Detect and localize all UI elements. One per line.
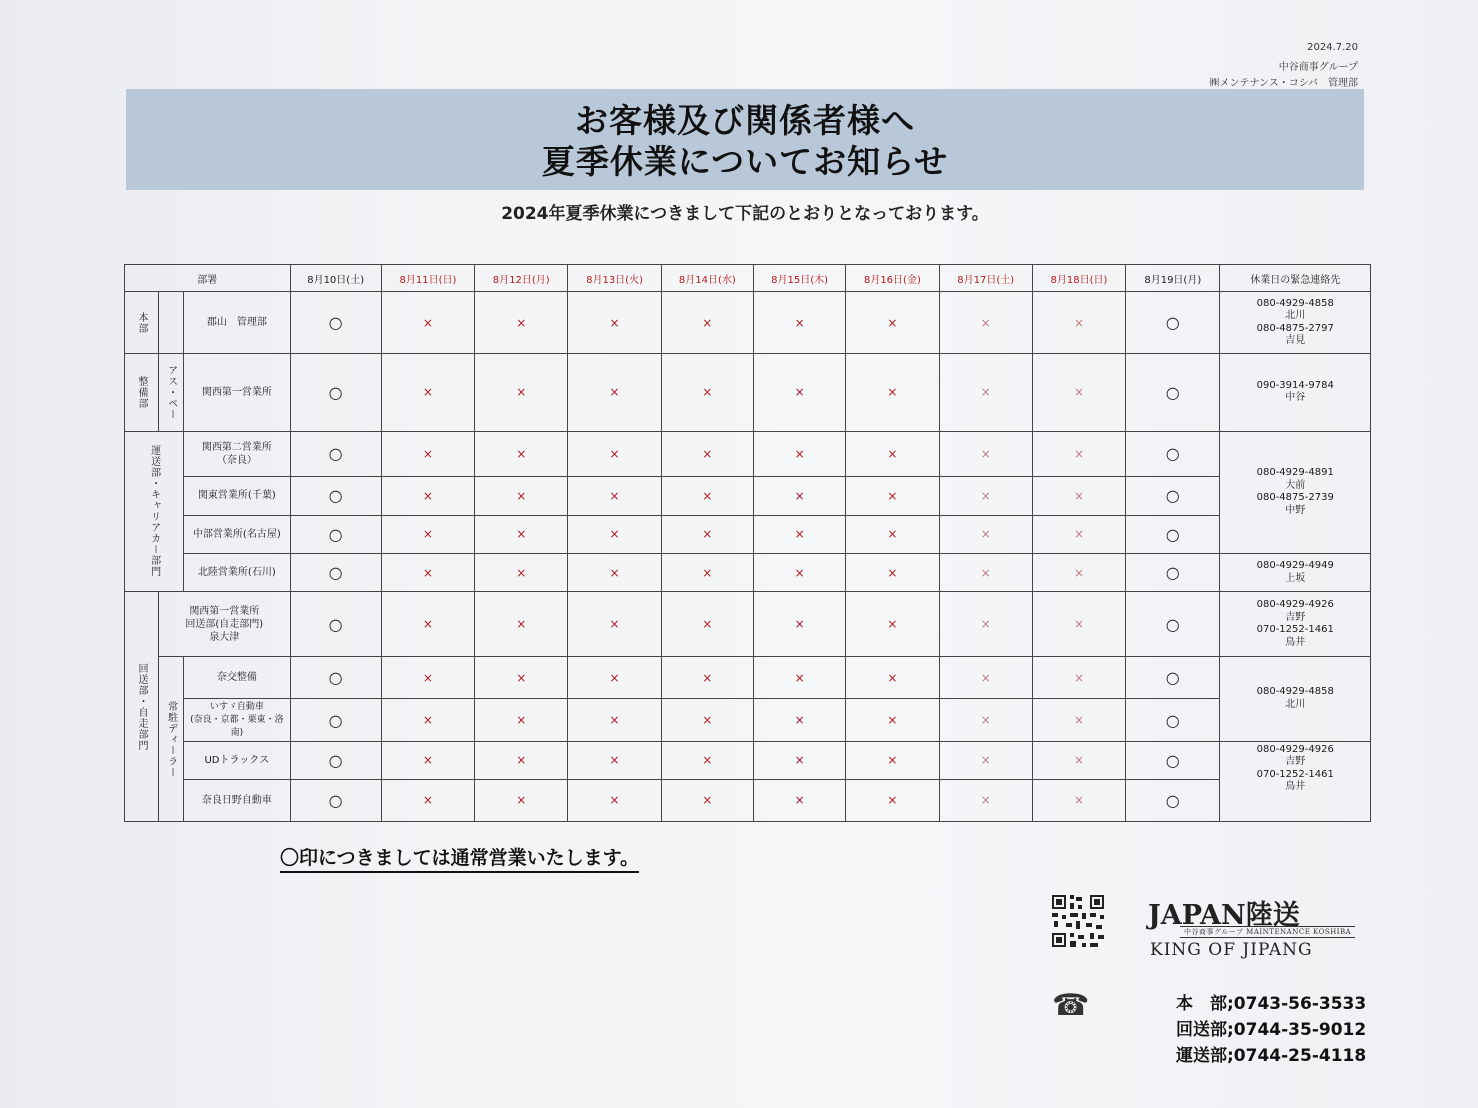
logo-tagline: KING OF JIPANG bbox=[1150, 940, 1313, 960]
status-cell bbox=[939, 292, 1032, 354]
status-cell bbox=[846, 292, 939, 354]
closed-mark: × bbox=[794, 488, 805, 503]
status-cell bbox=[661, 431, 753, 476]
closed-mark: × bbox=[702, 385, 713, 400]
contact-cell: 080-4929-4858 北川 080-4875-2797 吉見 bbox=[1220, 292, 1371, 354]
location-cell: 郡山 管理部 bbox=[184, 292, 290, 354]
date-header: 8月17日(土) bbox=[939, 265, 1032, 292]
closed-mark: × bbox=[887, 753, 898, 768]
location-cell: 北陸営業所(石川) bbox=[184, 553, 290, 591]
closed-mark: × bbox=[980, 315, 991, 330]
status-cell bbox=[381, 431, 474, 476]
closed-mark: × bbox=[609, 385, 620, 400]
closed-mark: × bbox=[516, 617, 527, 632]
status-cell bbox=[290, 476, 381, 515]
logo-subtext: 中谷商事グループ MAINTENANCE KOSHIBA bbox=[1180, 926, 1355, 938]
closed-mark: × bbox=[1073, 527, 1085, 542]
status-cell bbox=[290, 779, 381, 821]
phone-label: 運送部 bbox=[1176, 1046, 1227, 1066]
open-mark: ○ bbox=[1165, 750, 1180, 770]
status-cell bbox=[381, 657, 474, 699]
status-cell bbox=[1032, 292, 1125, 354]
closed-mark: × bbox=[887, 527, 898, 542]
open-mark: ○ bbox=[1165, 614, 1180, 634]
phone-row[interactable] bbox=[1176, 1043, 1366, 1069]
closed-mark: × bbox=[794, 713, 805, 728]
closed-mark: × bbox=[887, 617, 898, 632]
status-cell bbox=[1032, 354, 1125, 431]
table-row bbox=[125, 553, 1371, 591]
closed-mark: × bbox=[609, 617, 620, 632]
closed-mark: × bbox=[980, 713, 991, 728]
status-cell bbox=[475, 431, 568, 476]
date-header: 8月15日(木) bbox=[753, 265, 845, 292]
closed-mark: × bbox=[702, 713, 713, 728]
header-row bbox=[125, 265, 1371, 292]
group-unso: 運送部・キャリアカー部門 bbox=[125, 431, 184, 592]
closed-mark: × bbox=[887, 793, 898, 808]
status-cell bbox=[1126, 657, 1220, 699]
status-cell bbox=[1032, 515, 1125, 553]
contact-cell: 080-4929-4926 吉野 070-1252-1461 鳥井 bbox=[1220, 592, 1371, 657]
closed-mark: × bbox=[702, 753, 713, 768]
closed-mark: × bbox=[980, 793, 991, 808]
date-header: 8月19日(月) bbox=[1126, 265, 1220, 292]
status-cell bbox=[939, 553, 1032, 591]
location-cell: 関西第二営業所 （奈良） bbox=[184, 431, 290, 476]
title-line-2: 夏季休業についてお知らせ bbox=[541, 141, 949, 181]
contact-cell: 080-4929-4858 北川 bbox=[1220, 657, 1371, 741]
closed-mark: × bbox=[1073, 565, 1085, 580]
status-cell bbox=[381, 592, 474, 657]
status-cell bbox=[475, 779, 568, 821]
company-name: 中谷商事グループ bbox=[1278, 62, 1358, 73]
status-cell bbox=[568, 779, 661, 821]
open-mark: ○ bbox=[328, 444, 343, 464]
holiday-schedule-table bbox=[124, 264, 1371, 822]
status-cell bbox=[1126, 699, 1220, 741]
status-cell bbox=[568, 657, 661, 699]
status-cell bbox=[290, 741, 381, 779]
closed-mark: × bbox=[702, 617, 713, 632]
location-cell: 関東営業所(千葉) bbox=[184, 476, 290, 515]
status-cell bbox=[753, 741, 845, 779]
closed-mark: × bbox=[980, 527, 991, 542]
open-mark: ○ bbox=[328, 790, 343, 810]
closed-mark: × bbox=[516, 446, 527, 461]
status-cell bbox=[568, 431, 661, 476]
closed-mark: × bbox=[1073, 793, 1085, 808]
title-line-1: お客様及び関係者様へ bbox=[575, 100, 915, 140]
status-cell bbox=[1126, 476, 1220, 515]
open-mark: ○ bbox=[328, 486, 343, 506]
status-cell bbox=[381, 553, 474, 591]
status-cell bbox=[1126, 592, 1220, 657]
status-cell bbox=[661, 553, 753, 591]
closed-mark: × bbox=[702, 446, 713, 461]
open-mark: ○ bbox=[328, 563, 343, 583]
status-cell bbox=[661, 354, 753, 431]
status-cell bbox=[939, 779, 1032, 821]
closed-mark: × bbox=[702, 488, 713, 503]
status-cell bbox=[846, 699, 939, 741]
date-header: 8月11日(日) bbox=[381, 265, 474, 292]
department-name: ㈱メンテナンス・コシバ 管理部 bbox=[1209, 78, 1358, 89]
status-cell bbox=[290, 699, 381, 741]
status-cell bbox=[290, 431, 381, 476]
status-cell bbox=[475, 553, 568, 591]
closed-mark: × bbox=[609, 488, 620, 503]
status-cell bbox=[846, 592, 939, 657]
closed-mark: × bbox=[609, 713, 620, 728]
status-cell bbox=[290, 592, 381, 657]
table-row bbox=[125, 292, 1371, 354]
closed-mark: × bbox=[516, 793, 527, 808]
status-cell bbox=[1032, 699, 1125, 741]
status-cell bbox=[381, 699, 474, 741]
closed-mark: × bbox=[887, 446, 898, 461]
closed-mark: × bbox=[887, 385, 898, 400]
closed-mark: × bbox=[794, 670, 805, 685]
status-cell bbox=[290, 657, 381, 699]
status-cell bbox=[381, 741, 474, 779]
open-mark: ○ bbox=[1165, 563, 1180, 583]
closed-mark: × bbox=[1073, 713, 1085, 728]
phone-row[interactable] bbox=[1176, 1017, 1366, 1043]
status-cell bbox=[290, 553, 381, 591]
status-cell bbox=[290, 292, 381, 354]
status-cell bbox=[753, 699, 845, 741]
group-kaiso: 回送部・自走部門 bbox=[125, 592, 159, 822]
status-cell bbox=[661, 779, 753, 821]
phone-list bbox=[1176, 991, 1366, 1069]
status-cell bbox=[290, 515, 381, 553]
closed-mark: × bbox=[1073, 753, 1085, 768]
closed-mark: × bbox=[609, 753, 620, 768]
open-mark: ○ bbox=[1165, 444, 1180, 464]
status-cell bbox=[475, 592, 568, 657]
open-mark: ○ bbox=[1165, 524, 1180, 544]
status-cell bbox=[475, 476, 568, 515]
closed-mark: × bbox=[887, 670, 898, 685]
closed-mark: × bbox=[609, 527, 620, 542]
closed-mark: × bbox=[980, 565, 991, 580]
location-cell: 関西第一営業所 回送部(自走部門) 泉大津 bbox=[159, 592, 290, 657]
status-cell bbox=[661, 699, 753, 741]
status-cell bbox=[475, 354, 568, 431]
qr-code-icon[interactable] bbox=[1050, 893, 1106, 949]
status-cell bbox=[661, 741, 753, 779]
status-cell bbox=[290, 354, 381, 431]
status-cell bbox=[846, 476, 939, 515]
closed-mark: × bbox=[794, 315, 805, 330]
phone-label: 本 部 bbox=[1176, 994, 1227, 1014]
group-honbu: 本部 bbox=[125, 292, 159, 354]
table-row bbox=[125, 657, 1371, 699]
status-cell bbox=[846, 354, 939, 431]
status-cell bbox=[846, 553, 939, 591]
contact-header: 休業日の緊急連絡先 bbox=[1220, 265, 1371, 292]
closed-mark: × bbox=[887, 713, 898, 728]
status-cell bbox=[753, 592, 845, 657]
open-mark: ○ bbox=[328, 614, 343, 634]
telephone-icon: ☎ bbox=[1052, 988, 1090, 1023]
status-cell bbox=[1032, 592, 1125, 657]
closed-mark: × bbox=[1073, 315, 1085, 330]
closed-mark: × bbox=[794, 527, 805, 542]
status-cell bbox=[753, 553, 845, 591]
status-cell bbox=[568, 354, 661, 431]
closed-mark: × bbox=[1073, 670, 1085, 685]
closed-mark: × bbox=[609, 670, 620, 685]
location-cell: UDトラックス bbox=[184, 741, 290, 779]
status-cell bbox=[939, 592, 1032, 657]
date-header: 8月18日(日) bbox=[1032, 265, 1125, 292]
status-cell bbox=[568, 553, 661, 591]
closed-mark: × bbox=[516, 315, 527, 330]
table-row bbox=[125, 476, 1371, 515]
status-cell bbox=[1032, 657, 1125, 699]
closed-mark: × bbox=[702, 565, 713, 580]
open-mark: ○ bbox=[328, 524, 343, 544]
closed-mark: × bbox=[702, 670, 713, 685]
closed-mark: × bbox=[516, 670, 527, 685]
closed-mark: × bbox=[422, 713, 433, 728]
status-cell bbox=[1032, 431, 1125, 476]
status-cell bbox=[846, 657, 939, 699]
closed-mark: × bbox=[422, 446, 433, 461]
status-cell bbox=[475, 741, 568, 779]
open-mark: ○ bbox=[1165, 710, 1180, 730]
status-cell bbox=[381, 476, 474, 515]
phone-label: 回送部 bbox=[1176, 1020, 1227, 1040]
status-cell bbox=[661, 476, 753, 515]
open-mark: ○ bbox=[1165, 668, 1180, 688]
title-banner bbox=[126, 89, 1364, 190]
status-cell bbox=[846, 741, 939, 779]
status-cell bbox=[1032, 779, 1125, 821]
closed-mark: × bbox=[794, 385, 805, 400]
closed-mark: × bbox=[702, 315, 713, 330]
location-cell: 中部営業所(名古屋) bbox=[184, 515, 290, 553]
closed-mark: × bbox=[516, 753, 527, 768]
company-logo: JAPAN陸送 bbox=[1148, 900, 1300, 931]
closed-mark: × bbox=[887, 488, 898, 503]
location-cell: いすゞ自動車 (奈良・京都・栗東・洛南) bbox=[184, 699, 290, 741]
closed-mark: × bbox=[887, 565, 898, 580]
closed-mark: × bbox=[609, 315, 620, 330]
status-cell bbox=[753, 476, 845, 515]
status-cell bbox=[661, 592, 753, 657]
status-cell bbox=[381, 515, 474, 553]
status-cell bbox=[753, 515, 845, 553]
closed-mark: × bbox=[980, 670, 991, 685]
closed-mark: × bbox=[422, 385, 433, 400]
status-cell bbox=[1032, 476, 1125, 515]
group-seibi: 整備部 bbox=[125, 354, 159, 431]
open-mark: ○ bbox=[328, 382, 343, 402]
group-aspe: アス・ペー bbox=[159, 354, 184, 431]
contact-cell: 090-3914-9784 中谷 bbox=[1220, 354, 1371, 431]
status-cell bbox=[939, 354, 1032, 431]
closed-mark: × bbox=[980, 488, 991, 503]
closed-mark: × bbox=[609, 565, 620, 580]
table-row bbox=[125, 699, 1371, 741]
closed-mark: × bbox=[422, 670, 433, 685]
status-cell bbox=[753, 354, 845, 431]
closed-mark: × bbox=[702, 527, 713, 542]
closed-mark: × bbox=[516, 713, 527, 728]
date-header: 8月16日(金) bbox=[846, 265, 939, 292]
status-cell bbox=[753, 431, 845, 476]
status-cell bbox=[568, 515, 661, 553]
status-cell bbox=[1126, 553, 1220, 591]
status-cell bbox=[568, 592, 661, 657]
status-cell bbox=[939, 476, 1032, 515]
date-header: 8月12日(月) bbox=[475, 265, 568, 292]
status-cell bbox=[381, 292, 474, 354]
closed-mark: × bbox=[609, 446, 620, 461]
closed-mark: × bbox=[980, 617, 991, 632]
table-row bbox=[125, 431, 1371, 476]
phone-number: ;0743-56-3533 bbox=[1227, 994, 1367, 1014]
open-day-note: 〇印につきましては通常営業いたします。 bbox=[280, 843, 639, 873]
subtitle: 2024年夏季休業につきまして下記のとおりとなっております。 bbox=[501, 204, 989, 224]
status-cell bbox=[1032, 553, 1125, 591]
status-cell bbox=[475, 292, 568, 354]
closed-mark: × bbox=[794, 446, 805, 461]
status-cell bbox=[568, 292, 661, 354]
spacer-cell bbox=[159, 292, 184, 354]
status-cell bbox=[939, 699, 1032, 741]
status-cell bbox=[475, 515, 568, 553]
status-cell bbox=[1126, 779, 1220, 821]
closed-mark: × bbox=[422, 753, 433, 768]
contact-cell: 080-4929-4891 大前 080-4875-2739 中野 bbox=[1220, 431, 1371, 553]
closed-mark: × bbox=[422, 488, 433, 503]
status-cell bbox=[568, 476, 661, 515]
closed-mark: × bbox=[422, 527, 433, 542]
closed-mark: × bbox=[702, 793, 713, 808]
status-cell bbox=[753, 292, 845, 354]
open-mark: ○ bbox=[1165, 313, 1180, 333]
status-cell bbox=[939, 741, 1032, 779]
closed-mark: × bbox=[794, 753, 805, 768]
status-cell bbox=[381, 779, 474, 821]
open-mark: ○ bbox=[1165, 790, 1180, 810]
status-cell bbox=[568, 741, 661, 779]
closed-mark: × bbox=[794, 793, 805, 808]
table-row bbox=[125, 354, 1371, 431]
status-cell bbox=[475, 699, 568, 741]
closed-mark: × bbox=[516, 385, 527, 400]
group-jochu: 常駐ディーラー bbox=[159, 657, 184, 822]
status-cell bbox=[753, 779, 845, 821]
table-row bbox=[125, 515, 1371, 553]
status-cell bbox=[939, 431, 1032, 476]
closed-mark: × bbox=[1073, 617, 1085, 632]
open-mark: ○ bbox=[328, 313, 343, 333]
closed-mark: × bbox=[980, 385, 991, 400]
status-cell bbox=[475, 657, 568, 699]
open-mark: ○ bbox=[1165, 382, 1180, 402]
open-mark: ○ bbox=[328, 710, 343, 730]
phone-row[interactable] bbox=[1176, 991, 1366, 1017]
closed-mark: × bbox=[794, 617, 805, 632]
status-cell bbox=[1126, 741, 1220, 779]
closed-mark: × bbox=[1073, 446, 1085, 461]
status-cell bbox=[846, 431, 939, 476]
closed-mark: × bbox=[516, 565, 527, 580]
status-cell bbox=[753, 657, 845, 699]
closed-mark: × bbox=[794, 565, 805, 580]
status-cell bbox=[939, 515, 1032, 553]
date-header: 8月13日(火) bbox=[568, 265, 661, 292]
status-cell bbox=[939, 657, 1032, 699]
table-row bbox=[125, 592, 1371, 657]
closed-mark: × bbox=[422, 793, 433, 808]
status-cell bbox=[846, 779, 939, 821]
closed-mark: × bbox=[1073, 385, 1085, 400]
location-cell: 奈交整備 bbox=[184, 657, 290, 699]
contact-cell: 080-4929-4926 吉野 070-1252-1461 鳥井 bbox=[1220, 741, 1371, 821]
contact-cell: 080-4929-4949 上坂 bbox=[1220, 553, 1371, 591]
location-cell: 奈良日野自動車 bbox=[184, 779, 290, 821]
status-cell bbox=[661, 292, 753, 354]
phone-number: ;0744-25-4118 bbox=[1227, 1046, 1367, 1066]
closed-mark: × bbox=[980, 446, 991, 461]
status-cell bbox=[1126, 431, 1220, 476]
closed-mark: × bbox=[422, 565, 433, 580]
date-stamp: 2024.7.20 bbox=[1307, 42, 1358, 53]
location-cell: 関西第一営業所 bbox=[184, 354, 290, 431]
status-cell bbox=[1032, 741, 1125, 779]
closed-mark: × bbox=[516, 488, 527, 503]
dept-header: 部署 bbox=[125, 265, 291, 292]
status-cell bbox=[661, 657, 753, 699]
closed-mark: × bbox=[887, 315, 898, 330]
open-mark: ○ bbox=[1165, 486, 1180, 506]
phone-number: ;0744-35-9012 bbox=[1227, 1020, 1367, 1040]
closed-mark: × bbox=[1073, 488, 1085, 503]
date-header: 8月14日(水) bbox=[661, 265, 753, 292]
table-row bbox=[125, 779, 1371, 821]
status-cell bbox=[381, 354, 474, 431]
status-cell bbox=[1126, 292, 1220, 354]
closed-mark: × bbox=[516, 527, 527, 542]
status-cell bbox=[1126, 354, 1220, 431]
closed-mark: × bbox=[609, 793, 620, 808]
status-cell bbox=[568, 699, 661, 741]
closed-mark: × bbox=[422, 617, 433, 632]
status-cell bbox=[661, 515, 753, 553]
closed-mark: × bbox=[980, 753, 991, 768]
open-mark: ○ bbox=[328, 750, 343, 770]
status-cell bbox=[1126, 515, 1220, 553]
date-header: 8月10日(土) bbox=[290, 265, 381, 292]
closed-mark: × bbox=[422, 315, 433, 330]
table-row bbox=[125, 741, 1371, 779]
open-mark: ○ bbox=[328, 668, 343, 688]
status-cell bbox=[846, 515, 939, 553]
